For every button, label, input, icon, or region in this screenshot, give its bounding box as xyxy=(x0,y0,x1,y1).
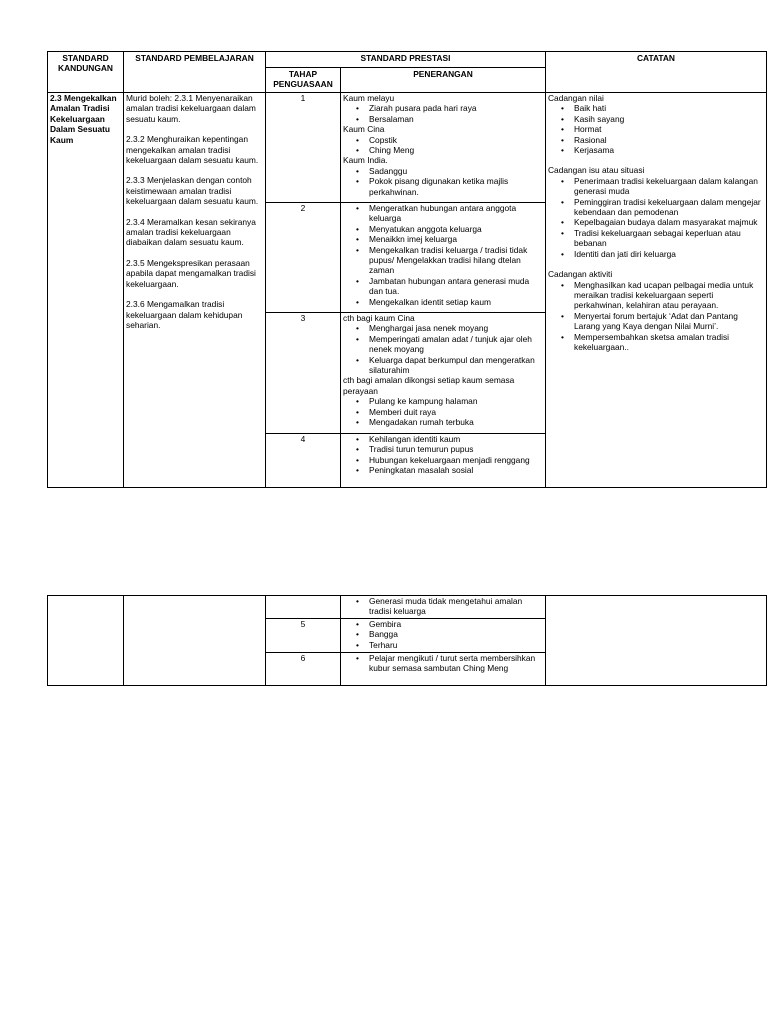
list-item: • Mempersembahkan sketsa amalan tradisi kekeluargaan.. xyxy=(574,332,764,353)
list-item: • Tradisi turun temurun pupus xyxy=(369,444,543,454)
kaum-cina-list xyxy=(343,135,543,156)
list-item: • Peminggiran tradisi kekeluargaan dalam mengejar kebendaan dan pemodenan xyxy=(574,197,764,218)
list-item: • Bangga xyxy=(369,629,543,639)
list-item: • Menghasilkan kad ucapan pelbagai media untuk meraikan tradisi kekeluargaan seperti perkahwinan, kelahiran atau perayaan. xyxy=(574,280,764,311)
list-item: • Mengeratkan hubungan antara anggota keluarga xyxy=(369,203,543,224)
list-item: • Kepelbagaian budaya dalam masyarakat majmuk xyxy=(574,217,764,227)
list-item: • Keluarga dapat berkumpul dan mengeratkan silaturahim xyxy=(369,355,543,376)
catatan-cell xyxy=(546,93,767,488)
header-standard-pembelajaran: STANDARD PEMBELAJARAN xyxy=(124,52,266,93)
list-item: • Mengekalkan identit setiap kaum xyxy=(369,297,543,307)
level-4-number: 4 xyxy=(266,434,341,488)
empty-pembelajaran-cell xyxy=(124,596,266,686)
list-item: • Menyatukan anggota keluarga xyxy=(369,224,543,234)
level-2-number: 2 xyxy=(266,203,341,313)
list-item: • Tradisi kekeluargaan sebagai keperluan atau bebanan xyxy=(574,228,764,249)
empty-kandungan-cell xyxy=(48,596,124,686)
kaum-melayu-label: Kaum melayu xyxy=(343,93,395,103)
level-4-list xyxy=(343,434,543,476)
cadangan-aktiviti-label: Cadangan aktiviti xyxy=(548,269,613,280)
level-4-continued-description xyxy=(341,596,546,619)
list-item: • Pelajar mengikuti / turut serta membersihkan kubur semasa sambutan Ching Meng xyxy=(369,653,543,674)
list-item: • Peningkatan masalah sosial xyxy=(369,465,543,475)
cadangan-aktiviti-list xyxy=(548,280,764,353)
outcome-2-3-2: 2.3.2 Menghuraikan kepentingan mengekalkan amalan tradisi kekeluargaan dalam sesuatu kaum. xyxy=(126,134,259,166)
list-item: • Ching Meng xyxy=(369,145,543,155)
outcome-2-3-4: 2.3.4 Meramalkan kesan sekiranya amalan tradisi kekeluargaan diabaikan dalam sesuatu kaum. xyxy=(126,216,256,248)
list-item: • Copstik xyxy=(369,135,543,145)
list-item: • Pokok pisang digunakan ketika majlis perkahwinan. xyxy=(369,176,543,197)
level-3-number: 3 xyxy=(266,313,341,434)
outcome-2-3-3: 2.3.3 Menjelaskan dengan contoh keistimewaan amalan tradisi kekeluargaan dalam sesuatu kaum. xyxy=(126,175,259,207)
outcome-2-3-6: 2.3.6 Mengamalkan tradisi kekeluargaan dalam kehidupan seharian. xyxy=(126,299,243,330)
level-5-number: 5 xyxy=(266,619,341,653)
list-item: • Ziarah pusara pada hari raya xyxy=(369,103,543,113)
list-item: • Gembira xyxy=(369,619,543,629)
empty-catatan-cell xyxy=(546,596,767,686)
header-standard-kandungan: STANDARD KANDUNGAN xyxy=(48,52,124,93)
level-4-description xyxy=(341,434,546,488)
list-item: • Jambatan hubungan antara generasi muda dan tua. xyxy=(369,276,543,297)
level-1-description xyxy=(341,93,546,203)
level-1-number: 1 xyxy=(266,93,341,203)
cadangan-isu-list xyxy=(548,176,764,259)
header-standard-prestasi: STANDARD PRESTASI xyxy=(266,52,546,68)
list-item: • Menghargai jasa nenek moyang xyxy=(369,323,543,333)
level-5-list xyxy=(343,619,543,650)
list-item: • Memperingati amalan adat / tunjuk ajar oleh nenek moyang xyxy=(369,334,543,355)
header-catatan: CATATAN xyxy=(546,52,767,93)
kaum-melayu-list xyxy=(343,103,543,124)
level-5-description xyxy=(341,619,546,653)
list-item: • Menyertai forum bertajuk ‘Adat dan Pantang Larang yang Kaya dengan Nilai Murni’. xyxy=(574,311,764,332)
list-item: • Penerimaan tradisi kekeluargaan dalam kalangan generasi muda xyxy=(574,176,764,197)
level-3-list-cina xyxy=(343,323,543,375)
header-tahap-penguasaan: TAHAP PENGUASAAN xyxy=(266,68,341,93)
list-item: • Baik hati xyxy=(574,103,764,113)
list-item: • Pulang ke kampung halaman xyxy=(369,396,543,406)
level-3-description xyxy=(341,313,546,434)
list-item: • Terharu xyxy=(369,640,543,650)
cadangan-isu-label: Cadangan isu atau situasi xyxy=(548,165,645,176)
outcome-2-3-1: Murid boleh: 2.3.1 Menyenaraikan amalan tradisi kekeluargaan dalam sesuatu kaum. xyxy=(126,93,256,124)
header-penerangan: PENERANGAN xyxy=(341,68,546,93)
list-item: • Mengekalkan tradisi keluarga / tradisi tidak pupus/ Mengelakkan tradisi hilang dtelan zaman xyxy=(369,245,543,276)
list-item: • Kehilangan identiti kaum xyxy=(369,434,543,444)
list-item: • Memberi duit raya xyxy=(369,407,543,417)
curriculum-table-continued xyxy=(47,595,767,686)
kaum-cina-label: Kaum Cina xyxy=(343,124,385,135)
standard-kandungan-cell xyxy=(48,93,124,488)
cadangan-nilai-list xyxy=(548,103,764,155)
list-item: • Sadanggu xyxy=(369,166,543,176)
outcome-2-3-5: 2.3.5 Mengekspresikan perasaan apabila dapat mengamalkan tradisi kekeluargaan. xyxy=(126,257,256,289)
level-3-intro-perayaan: cth bagi amalan dikongsi setiap kaum semasa perayaan xyxy=(343,375,515,396)
list-item: • Mengadakan rumah terbuka xyxy=(369,417,543,427)
list-item: • Hubungan kekeluargaan menjadi renggang xyxy=(369,455,543,465)
level-4-continued-number xyxy=(266,596,341,619)
list-item: • Kasih sayang xyxy=(574,114,764,124)
kaum-india-label: Kaum India. xyxy=(343,155,388,166)
level-2-description xyxy=(341,203,546,313)
kandungan-text: 2.3 Mengekalkan Amalan Tradisi Kekeluargaan Dalam Sesuatu Kaum xyxy=(50,93,117,145)
kaum-india-list xyxy=(343,166,543,197)
level-6-list xyxy=(343,653,543,674)
list-item: • Identiti dan jati diri keluarga xyxy=(574,249,764,259)
list-item: • Rasional xyxy=(574,135,764,145)
level-4-continued-list xyxy=(343,596,543,617)
level-2-list xyxy=(343,203,543,307)
standard-pembelajaran-cell xyxy=(124,93,266,488)
curriculum-table xyxy=(47,51,767,488)
level-3-intro-cina: cth bagi kaum Cina xyxy=(343,313,415,323)
level-6-number: 6 xyxy=(266,653,341,686)
level-3-list-perayaan xyxy=(343,396,543,427)
list-item: • Generasi muda tidak mengetahui amalan tradisi keluarga xyxy=(369,596,543,617)
level-6-description xyxy=(341,653,546,686)
list-item: • Kerjasama xyxy=(574,145,764,155)
cadangan-nilai-label: Cadangan nilai xyxy=(548,93,604,103)
list-item: • Menaikkn imej keluarga xyxy=(369,234,543,244)
list-item: • Bersalaman xyxy=(369,114,543,124)
list-item: • Hormat xyxy=(574,124,764,134)
